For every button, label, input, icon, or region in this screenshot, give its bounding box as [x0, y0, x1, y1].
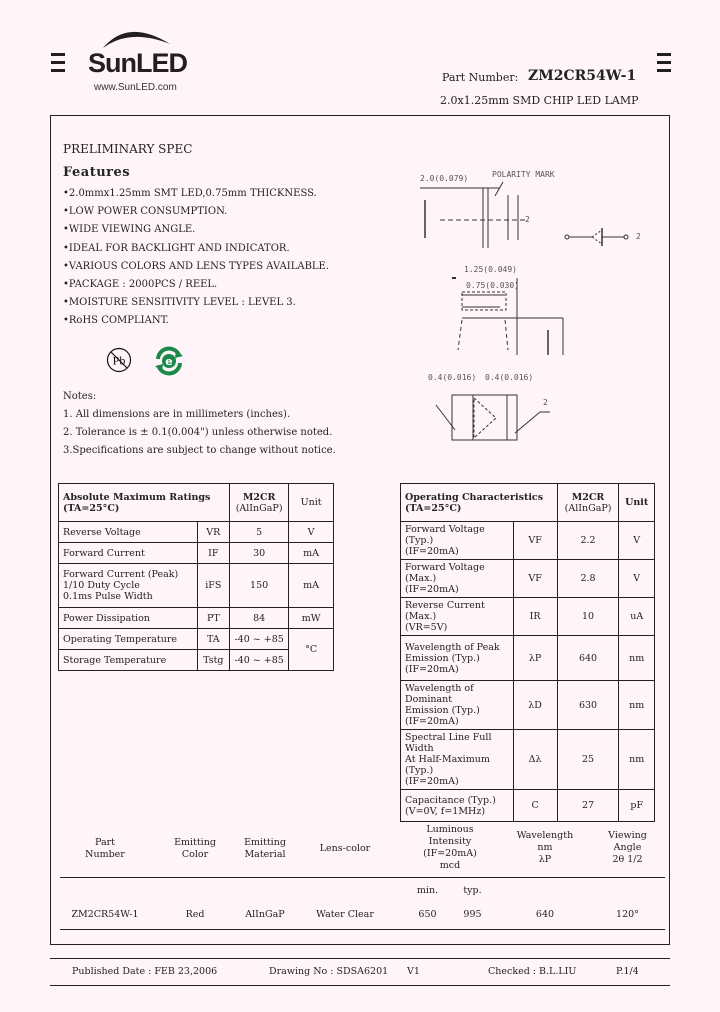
col-emitting-color	[160, 837, 230, 861]
symbol-cell: VF	[513, 522, 557, 560]
value-cell: 150	[230, 564, 289, 608]
param-line: (IF=20mA)	[405, 546, 459, 557]
header-line: Emitting	[244, 837, 286, 848]
symbol-cell: λD	[513, 681, 557, 730]
symbol-cell: VF	[513, 560, 557, 598]
param-cell: Storage Temperature	[59, 650, 198, 671]
value-cell: -40 ~ +85	[230, 629, 289, 650]
feature-item: •WIDE VIEWING ANGLE.	[63, 224, 196, 236]
row-part-number: ZM2CR54W-1	[71, 909, 139, 920]
col-model: M2CR	[571, 491, 605, 503]
brand-url: www.SunLED.com	[94, 82, 177, 93]
param-line: 1/10 Duty Cycle	[63, 580, 140, 591]
note-item: 3.Specifications are subject to change without notice.	[63, 445, 336, 456]
features-title: Features	[63, 165, 131, 180]
unit-cell: nm	[619, 636, 655, 681]
feature-item: •PACKAGE : 2000PCS / REEL.	[63, 278, 218, 290]
header-line: λP	[538, 854, 552, 865]
features-list	[63, 185, 329, 331]
header-line: Material	[244, 849, 286, 860]
divider	[60, 929, 665, 930]
param-cell	[401, 730, 514, 790]
table-title: Operating Characteristics	[405, 491, 544, 503]
unit-cell: nm	[619, 681, 655, 730]
row-intensity-min: 650	[418, 909, 437, 920]
value-cell: 2.2	[557, 522, 619, 560]
param-cell	[401, 560, 514, 598]
dim-label: 1.25(0.049)	[464, 265, 517, 274]
dim-label: 0.75(0.030)	[466, 281, 519, 290]
svg-text:Pb: Pb	[112, 353, 126, 368]
param-line: (IF=20mA)	[405, 584, 459, 595]
param-line: At Half-Maximum (Typ.)	[405, 754, 490, 776]
symbol-cell: Δλ	[513, 730, 557, 790]
corner-mark-left	[51, 53, 65, 77]
param-line: Reverse Current (Max.)	[405, 600, 485, 622]
col-unit: Unit	[289, 484, 334, 522]
param-cell: Forward Current	[59, 543, 198, 564]
pin-label: 2	[543, 398, 548, 407]
header-line: Angle	[613, 842, 642, 853]
note-item: 2. Tolerance is ± 0.1(0.004") unless otherwise noted.	[63, 427, 333, 438]
table-row	[59, 564, 334, 608]
checked-by: Checked : B.L.LIU	[488, 966, 577, 977]
sub-header-min: min.	[416, 885, 439, 896]
header-line: Wavelength	[516, 830, 574, 841]
row-emitting-material: AlInGaP	[245, 909, 285, 920]
feature-item: •VARIOUS COLORS AND LENS TYPES AVAILABLE.	[63, 260, 330, 272]
note-item: 1. All dimensions are in millimeters (inches).	[63, 409, 291, 420]
unit-cell: V	[289, 522, 334, 543]
table-title: Absolute Maximum Ratings	[63, 491, 211, 503]
package-drawing	[400, 160, 660, 450]
param-line: (V=0V, f=1MHz)	[405, 805, 486, 817]
param-cell	[401, 598, 514, 636]
col-material: (AlInGaP)	[235, 502, 283, 514]
col-part-number	[60, 837, 150, 861]
header-line: Intensity	[428, 836, 472, 847]
unit-cell: °C	[289, 629, 334, 671]
header-line: Number	[85, 849, 125, 860]
unit-cell: mW	[289, 608, 334, 629]
feature-item: •MOISTURE SENSITIVITY LEVEL : LEVEL 3.	[63, 297, 296, 309]
unit-cell: mA	[289, 543, 334, 564]
table-row	[401, 681, 655, 730]
symbol-cell: PT	[197, 608, 230, 629]
version: V1	[407, 966, 420, 977]
feature-item: •RoHS COMPLIANT.	[63, 315, 169, 327]
spec-title: PRELIMINARY SPEC	[63, 142, 193, 156]
dim-label: 0.4(0.016)	[428, 373, 477, 382]
feature-item: •IDEAL FOR BACKLIGHT AND INDICATOR.	[63, 242, 290, 254]
table-condition: (TA=25°C)	[405, 502, 462, 514]
param-line: Wavelength of Dominant	[405, 683, 474, 705]
col-model: M2CR	[242, 491, 276, 503]
col-emitting-material	[230, 837, 300, 861]
unit-cell: pF	[619, 790, 655, 822]
row-lens-color: Water Clear	[316, 909, 374, 920]
header-line: nm	[537, 842, 553, 853]
row-intensity-typ: 995	[463, 909, 482, 920]
table-row	[401, 636, 655, 681]
header-line: 2θ 1/2	[612, 854, 643, 865]
table-row	[59, 608, 334, 629]
absolute-max-ratings-table	[58, 483, 334, 671]
part-number-label: Part Number:	[442, 71, 519, 84]
param-line: Forward Current (Peak)	[63, 569, 179, 580]
table-header-row	[59, 484, 334, 522]
unit-cell: nm	[619, 730, 655, 790]
value-cell: 10	[557, 598, 619, 636]
row-viewing-angle: 120°	[616, 909, 639, 920]
col-luminous-intensity	[405, 824, 495, 872]
header-line: Lens-color	[319, 843, 371, 854]
col-viewing-angle	[595, 830, 660, 866]
param-line: Wavelength of Peak	[405, 641, 500, 653]
dim-label: 2.0(0.079)	[420, 174, 469, 183]
notes	[63, 388, 336, 460]
symbol-cell: IF	[197, 543, 230, 564]
pin-label: 2	[525, 215, 530, 224]
header-line: Luminous	[426, 824, 474, 835]
col-lens-color	[305, 843, 385, 855]
row-wavelength: 640	[535, 909, 555, 920]
table-row	[401, 730, 655, 790]
table-row	[401, 522, 655, 560]
table-header-row	[401, 484, 655, 522]
feature-item: •2.0mmx1.25mm SMT LED,0.75mm THICKNESS.	[63, 188, 317, 199]
pb-free-icon	[106, 347, 132, 373]
symbol-cell: C	[513, 790, 557, 822]
published-date: Published Date : FEB 23,2006	[72, 966, 218, 977]
param-line: Emission (Typ.)	[405, 652, 480, 664]
table-row	[401, 598, 655, 636]
corner-mark-right	[657, 53, 671, 77]
param-line: Emission (Typ.)	[405, 705, 480, 716]
table-row	[401, 790, 655, 822]
param-cell	[401, 681, 514, 730]
param-line: (VR=5V)	[405, 622, 448, 633]
sub-header-typ: typ.	[463, 885, 482, 896]
rohs-e-icon	[152, 345, 186, 377]
footer	[50, 958, 670, 986]
symbol-cell: Tstg	[197, 650, 230, 671]
param-line: Capacitance (Typ.)	[405, 794, 496, 806]
header-line: Color	[181, 849, 209, 860]
table-condition: (TA=25°C)	[63, 502, 120, 514]
col-unit: Unit	[619, 484, 655, 522]
param-line: Forward Voltage (Max.)	[405, 562, 485, 584]
header-line: Viewing	[608, 830, 647, 841]
svg-text:e: e	[165, 355, 173, 368]
symbol-cell: IR	[513, 598, 557, 636]
param-cell	[401, 790, 514, 822]
symbol-cell: iFS	[197, 564, 230, 608]
param-cell: Operating Temperature	[59, 629, 198, 650]
drawing-number: Drawing No : SDSA6201	[269, 966, 389, 977]
value-cell: -40 ~ +85	[230, 650, 289, 671]
symbol-cell: VR	[197, 522, 230, 543]
polarity-mark-label: POLARITY MARK	[492, 170, 555, 179]
value-cell: 2.8	[557, 560, 619, 598]
unit-cell: V	[619, 522, 655, 560]
unit-cell: uA	[619, 598, 655, 636]
divider	[60, 877, 665, 878]
param-line: 0.1ms Pulse Width	[63, 591, 153, 602]
header-line: Emitting	[174, 837, 216, 848]
feature-item: •LOW POWER CONSUMPTION.	[63, 206, 228, 218]
param-cell	[401, 522, 514, 560]
param-cell: Power Dissipation	[59, 608, 198, 629]
pin-label: 2	[636, 232, 641, 241]
dim-label: 0.4(0.016)	[485, 373, 534, 382]
col-material: (AlInGaP)	[564, 502, 612, 514]
symbol-cell: TA	[197, 629, 230, 650]
param-line: (IF=20mA)	[405, 663, 459, 675]
symbol-cell: λP	[513, 636, 557, 681]
value-cell: 30	[230, 543, 289, 564]
operating-characteristics-table	[400, 483, 655, 822]
table-row	[59, 522, 334, 543]
logo-arc-icon	[88, 22, 198, 50]
table-row	[401, 560, 655, 598]
unit-cell: V	[619, 560, 655, 598]
value-cell: 84	[230, 608, 289, 629]
param-line: Spectral Line Full Width	[405, 732, 492, 754]
value-cell: 27	[557, 790, 619, 822]
param-line: Forward Voltage (Typ.)	[405, 524, 485, 546]
value-cell: 630	[557, 681, 619, 730]
header-line: mcd	[439, 860, 461, 871]
part-number: ZM2CR54W-1	[528, 68, 637, 84]
param-cell: Reverse Voltage	[59, 522, 198, 543]
page-number: P.1/4	[616, 966, 639, 977]
unit-cell: mA	[289, 564, 334, 608]
value-cell: 5	[230, 522, 289, 543]
value-cell: 25	[557, 730, 619, 790]
header-line: Part	[95, 837, 115, 848]
param-line: (IF=20mA)	[405, 776, 459, 787]
param-cell	[401, 636, 514, 681]
header-line: (IF=20mA)	[423, 848, 477, 859]
value-cell: 640	[557, 636, 619, 681]
col-wavelength	[505, 830, 585, 866]
product-subtitle: 2.0x1.25mm SMD CHIP LED LAMP	[440, 94, 639, 107]
row-emitting-color: Red	[185, 909, 205, 920]
notes-title: Notes:	[63, 391, 97, 402]
brand-name: SunLED	[88, 48, 187, 78]
param-cell	[59, 564, 198, 608]
table-row	[59, 629, 334, 650]
table-row	[59, 543, 334, 564]
param-line: (IF=20mA)	[405, 716, 459, 727]
